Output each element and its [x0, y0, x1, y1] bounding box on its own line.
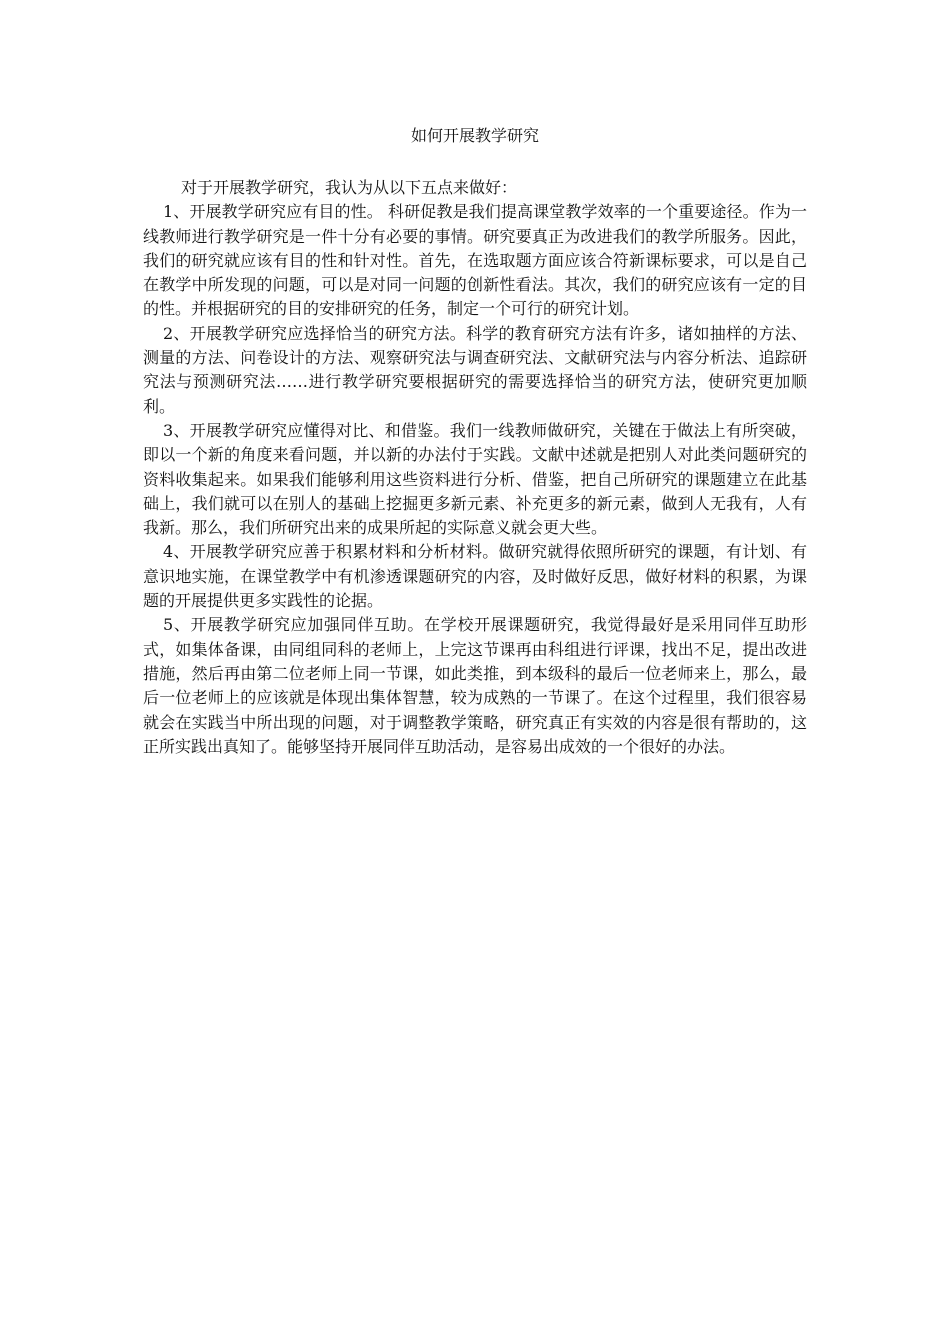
paragraph-5: 5、开展教学研究应加强同伴互助。在学校开展课题研究，我觉得最好是采用同伴互助形式，如集体备课，由同组同科的老师上，上完这节课再由科组进行评课，找出不足，提出改进措施，然后再由第二位老师上同一节课，如此类推，到本级科的最后一位老师来上，那么，最后一位老师上的应该就是体现出集体智慧，较为成熟的一节课了。在这个过程里，我们很容易就会在实践当中所出现的问题，对于调整教学策略，研究真正有实效的内容是很有帮助的，这正所实践出真知了。能够坚持开展同伴互助活动，是容易出成效的一个很好的办法。: [143, 615, 807, 756]
paragraph-2: 2、开展教学研究应选择恰当的研究方法。科学的教育研究方法有许多，诸如抽样的方法、测量的方法、问卷设计的方法、观察研究法与调查研究法、文献研究法与内容分析法、追踪研究法与预测研究法……进行教学研究要根据研究的需要选择恰当的研究方法，使研究更加顺利。: [143, 323, 807, 416]
paragraph-3: 3、开展教学研究应懂得对比、和借鉴。我们一线教师做研究，关键在于做法上有所突破，即以一个新的角度来看问题，并以新的办法付于实践。文献中述就是把别人对此类问题研究的资料收集起来。如果我们能够利用这些资料进行分析、借鉴，把自己所研究的课题建立在此基础上，我们就可以在别人的基础上挖掘更多新元素、补充更多的新元素，做到人无我有，人有我新。那么，我们所研究出来的成果所起的实际意义就会更大些。: [143, 420, 807, 538]
paragraph-4: 4、开展教学研究应善于积累材料和分析材料。做研究就得依照所研究的课题，有计划、有意识地实施，在课堂教学中有机渗透课题研究的内容，及时做好反思，做好材料的积累，为课题的开展提供更多实践性的论据。: [143, 542, 807, 611]
document-title: 如何开展教学研究: [410, 126, 539, 145]
paragraph-1: 1、开展教学研究应有目的性。 科研促教是我们提高课堂教学效率的一个重要途径。作为一线教师进行教学研究是一件十分有必要的事情。研究要真正为改进我们的教学所服务。因此，我们的研究就应该有目的性和针对性。首先，在选取题方面应该合符新课标要求，可以是自己在教学中所发现的问题，可以是对同一问题的创新性看法。其次，我们的研究应该有一定的目的性。并根据研究的目的安排研究的任务，制定一个可行的研究计划。: [143, 202, 807, 319]
document-body: [143, 176, 807, 759]
intro-paragraph: 对于开展教学研究，我认为从以下五点来做好：: [181, 178, 518, 197]
